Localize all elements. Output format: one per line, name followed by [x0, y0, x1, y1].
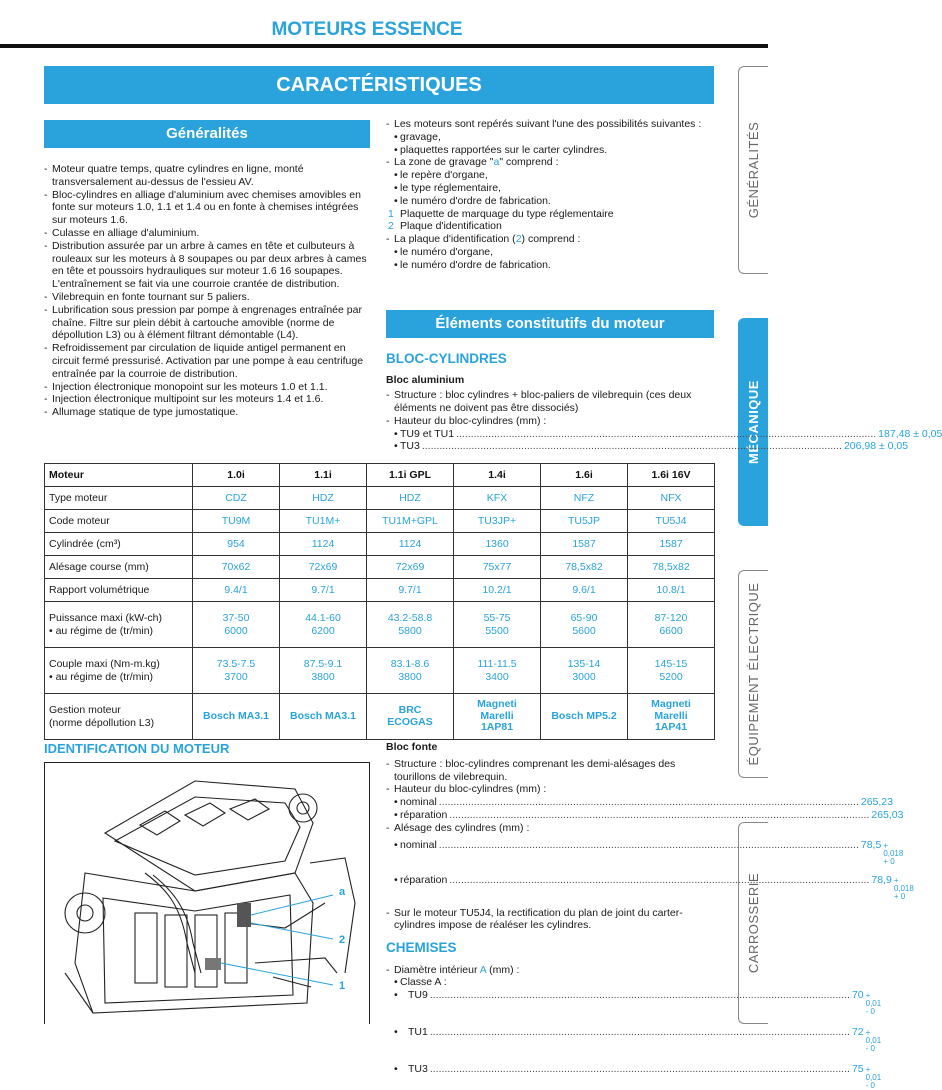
marking-plate-icon	[237, 903, 251, 927]
column-header: 1.1i GPL	[367, 464, 454, 487]
table-cell: 87-120 6600	[628, 602, 715, 648]
table-cell: 75x77	[454, 556, 541, 579]
caracteristiques-banner: CARACTÉRISTIQUES	[44, 66, 714, 104]
table-cell: HDZ	[280, 487, 367, 510]
column-header: 1.4i	[454, 464, 541, 487]
table-cell: 1124	[367, 533, 454, 556]
table-row	[45, 602, 715, 648]
table-cell: TU5J4	[628, 510, 715, 533]
list-item: - Bloc-cylindres en alliage d'aluminium avec chemises amovibles en fonte sur moteurs 1.0, 1.1 et 1.4 ou en fonte à chemises intégrées sur moteurs 1.6.	[44, 189, 372, 227]
table-cell: 72x69	[367, 556, 454, 579]
table-cell: 72x69	[280, 556, 367, 579]
bloc-fonte-heading: Bloc fonte	[386, 741, 438, 753]
table-cell: 83.1-8.6 3800	[367, 648, 454, 694]
table-cell: 65-90 5600	[541, 602, 628, 648]
table-cell: 55-75 5500	[454, 602, 541, 648]
table-cell: 1587	[628, 533, 715, 556]
table-cell: 10.8/1	[628, 579, 715, 602]
spec-line: • réparation ..... 265,03	[386, 809, 716, 822]
table-cell: TU1M+GPL	[367, 510, 454, 533]
table-cell: 73.5-7.5 3700	[193, 648, 280, 694]
list-item: • le type réglementaire,	[386, 182, 716, 195]
row-label: Cylindrée (cm³)	[45, 533, 193, 556]
table-cell: 954	[193, 533, 280, 556]
chemises-heading: CHEMISES	[386, 940, 457, 956]
identification-list	[386, 118, 716, 272]
table-cell: 9.4/1	[193, 579, 280, 602]
table-cell: Bosch MP5.2	[541, 694, 628, 740]
list-item: - Refroidissement par circulation de liquide antigel permanent en circuit fermé pressurisé. Activation par une pompe à eau centrifuge entraînée par la courroie de distribution.	[44, 342, 372, 380]
tab-carrosserie[interactable]: CARROSSERIE	[738, 822, 768, 1024]
tab-equipement-electrique[interactable]: ÉQUIPEMENT ÉLECTRIQUE	[738, 570, 768, 778]
table-cell: Bosch MA3.1	[193, 694, 280, 740]
row-label: Puissance maxi (kW-ch) • au régime de (tr/min)	[45, 602, 193, 648]
list-item: - Hauteur du bloc-cylindres (mm) :	[386, 415, 716, 428]
list-item: - Hauteur du bloc-cylindres (mm) :	[386, 783, 716, 796]
table-cell: TU1M+	[280, 510, 367, 533]
list-item: • le numéro d'organe,	[386, 246, 716, 259]
generalites-banner: Généralités	[44, 120, 370, 148]
table-cell: HDZ	[367, 487, 454, 510]
table-cell: CDZ	[193, 487, 280, 510]
column-header: 1.6i 16V	[628, 464, 715, 487]
table-cell: 78,5x82	[628, 556, 715, 579]
list-item: - La zone de gravage "a" comprend :	[386, 156, 716, 169]
column-header: 1.6i	[541, 464, 628, 487]
list-item: • Classe A :	[386, 976, 716, 989]
table-row	[45, 510, 715, 533]
list-item: • plaquettes rapportées sur le carter cylindres.	[386, 144, 716, 157]
identification-plate-icon	[205, 958, 221, 970]
table-header-row	[45, 464, 715, 487]
engine-figure	[44, 762, 370, 1024]
table-cell: TU9M	[193, 510, 280, 533]
list-item: - Les moteurs sont repérés suivant l'une des possibilités suivantes :	[386, 118, 716, 131]
table-cell: 1124	[280, 533, 367, 556]
column-header: 1.1i	[280, 464, 367, 487]
table-cell: 70x62	[193, 556, 280, 579]
table-cell: 87.5-9.1 3800	[280, 648, 367, 694]
title-divider	[0, 44, 768, 48]
spec-line: • nominal ..... 78,5 + 0,018 + 0	[386, 839, 716, 866]
row-label: Couple maxi (Nm-m.kg) • au régime de (tr/min)	[45, 648, 193, 694]
table-cell: 10.2/1	[454, 579, 541, 602]
page-title: MOTEURS ESSENCE	[271, 19, 463, 40]
row-label: Code moteur	[45, 510, 193, 533]
list-item: • le numéro d'ordre de fabrication.	[386, 259, 716, 272]
table-cell: Bosch MA3.1	[280, 694, 367, 740]
list-item: - Vilebrequin en fonte tournant sur 5 paliers.	[44, 291, 372, 304]
row-label: Type moteur	[45, 487, 193, 510]
list-item: - Sur le moteur TU5J4, la rectification du plan de joint du carter-cylindres impose de réaléser les cylindres.	[386, 907, 716, 933]
table-row	[45, 694, 715, 740]
table-cell: TU3JP+	[454, 510, 541, 533]
engine-drawing-icon	[45, 763, 371, 1025]
table-cell: KFX	[454, 487, 541, 510]
table-cell: 9.6/1	[541, 579, 628, 602]
spec-line: • nominal ..... 265,23	[386, 796, 716, 809]
table-row	[45, 487, 715, 510]
list-item: - Diamètre intérieur A (mm) :	[386, 964, 716, 977]
table-cell: NFZ	[541, 487, 628, 510]
label-1: 1	[339, 980, 346, 992]
table-cell: 135-14 3000	[541, 648, 628, 694]
row-label: Gestion moteur (norme dépollution L3)	[45, 694, 193, 740]
table-row	[45, 533, 715, 556]
table-cell: 1360	[454, 533, 541, 556]
table-cell: Magneti Marelli 1AP41	[628, 694, 715, 740]
spec-line: • TU9 ..... 70 + 0,01 - 0	[386, 989, 716, 1016]
list-item: - Injection électronique multipoint sur les moteurs 1.4 et 1.6.	[44, 393, 372, 406]
table-cell: 78,5x82	[541, 556, 628, 579]
table-row	[45, 579, 715, 602]
list-item: • le repère d'organe,	[386, 169, 716, 182]
table-cell: TU5JP	[541, 510, 628, 533]
column-header: Moteur	[45, 464, 193, 487]
table-cell: 1587	[541, 533, 628, 556]
spec-line: • TU9 et TU1 ..... 187,48 ± 0,05	[386, 428, 716, 441]
table-cell: 9.7/1	[280, 579, 367, 602]
table-row	[45, 556, 715, 579]
row-label: Alésage course (mm)	[45, 556, 193, 579]
list-item: - Lubrification sous pression par pompe à engrenages entraînée par chaîne. Filtre sur plein débit à cartouche amovible (norme de dépollution L3) ou à élément filtrant démontable (L4).	[44, 304, 372, 342]
tab-generalites[interactable]: GÉNÉRALITÉS	[738, 66, 768, 274]
table-cell: BRC ECOGAS	[367, 694, 454, 740]
table-cell: NFX	[628, 487, 715, 510]
legend-item: 2 Plaque d'identification	[388, 220, 502, 233]
table-cell: 44.1-60 6200	[280, 602, 367, 648]
list-item: - La plaque d'identification (2) comprend :	[386, 233, 716, 246]
engine-spec-table	[44, 463, 715, 740]
table-cell: 37-50 6000	[193, 602, 280, 648]
list-item: • le numéro d'ordre de fabrication.	[386, 195, 716, 208]
spec-line: • TU1 ..... 72 + 0,01 - 0	[386, 1026, 716, 1053]
spec-line: • réparation ..... 78,9 + 0,018 + 0	[386, 874, 716, 901]
list-item: - Allumage statique de type jumostatique.	[44, 406, 372, 419]
list-item: - Alésage des cylindres (mm) :	[386, 822, 716, 835]
list-item: - Structure : bloc-cylindres comprenant les demi-alésages des tourillons de vilebrequin.	[386, 758, 716, 784]
list-item: - Structure : bloc cylindres + bloc-paliers de vilebrequin (ces deux éléments ne doivent pas être dissociés)	[386, 389, 716, 415]
list-item: • gravage,	[386, 131, 716, 144]
list-item: - Injection électronique monopoint sur les moteurs 1.0 et 1.1.	[44, 381, 372, 394]
spec-line: • TU3 ..... 75 + 0,01 - 0	[386, 1063, 716, 1090]
list-item: - Culasse en alliage d'aluminium.	[44, 227, 372, 240]
identification-heading: IDENTIFICATION DU MOTEUR	[44, 741, 230, 756]
list-item: - Moteur quatre temps, quatre cylindres en ligne, monté transversalement au-dessus de l'essieu AV.	[44, 163, 372, 189]
bloc-cylindres-heading: BLOC-CYLINDRES	[386, 351, 507, 366]
table-cell: 43.2-58.8 5800	[367, 602, 454, 648]
table-cell: Magneti Marelli 1AP81	[454, 694, 541, 740]
column-header: 1.0i	[193, 464, 280, 487]
list-item: - Distribution assurée par un arbre à cames en tête et culbuteurs à rouleaux sur les moteurs à 8 soupapes ou par deux arbres à cames en tête et poussoirs hydrauliques sur moteur 1.6 16 soupapes. L'entraînement se fait via une courroie crantée de distribution.	[44, 240, 372, 291]
elements-banner: Éléments constitutifs du moteur	[386, 310, 714, 338]
generalites-list	[44, 163, 372, 419]
row-label: Rapport volumétrique	[45, 579, 193, 602]
label-a: a	[339, 886, 346, 898]
tab-mecanique[interactable]: MÉCANIQUE	[738, 318, 768, 526]
label-2: 2	[339, 934, 346, 946]
table-row	[45, 648, 715, 694]
spec-line: • TU3 ..... 206,98 ± 0,05	[386, 440, 716, 453]
legend-item: 1 Plaquette de marquage du type réglementaire	[388, 207, 614, 220]
table-cell: 111-11.5 3400	[454, 648, 541, 694]
table-cell: 145-15 5200	[628, 648, 715, 694]
table-cell: 9.7/1	[367, 579, 454, 602]
bloc-aluminium-heading: Bloc aluminium	[386, 374, 465, 387]
